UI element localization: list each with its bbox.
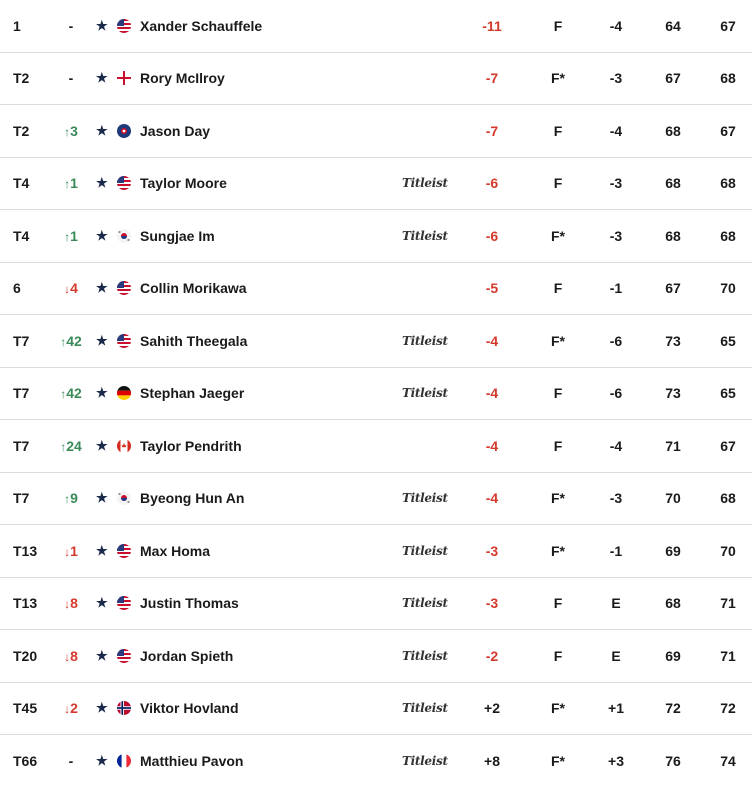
leaderboard-row[interactable] <box>0 53 752 106</box>
round-2-score: 70 <box>720 542 736 559</box>
position: T7 <box>13 490 30 507</box>
arrow-down-icon: ↓ <box>64 597 71 612</box>
leaderboard-row[interactable] <box>0 525 752 578</box>
korea-flag-icon <box>117 491 131 505</box>
position: T7 <box>13 437 30 454</box>
player-name[interactable]: Stephan Jaeger <box>140 385 245 402</box>
movement-value: - <box>68 17 74 34</box>
australia-flag-icon <box>117 124 131 138</box>
player-name[interactable]: Jason Day <box>140 122 211 139</box>
titleist-logo: Titleist <box>402 543 448 558</box>
thru: F* <box>551 70 565 87</box>
player-name[interactable]: Jordan Spieth <box>140 647 234 664</box>
thru: F <box>553 280 563 297</box>
today-score: -1 <box>609 542 623 559</box>
position-movement <box>56 543 86 559</box>
leaderboard-row[interactable] <box>0 473 752 526</box>
position-movement <box>56 123 86 139</box>
position-movement <box>56 228 86 244</box>
favorite-star-icon[interactable]: ★ <box>96 753 108 769</box>
titleist-logo: Titleist <box>402 386 448 401</box>
movement-value: 9 <box>70 490 78 507</box>
total-score: +2 <box>484 700 500 717</box>
position-movement <box>56 333 86 349</box>
movement-value: 2 <box>70 700 78 717</box>
position: T7 <box>13 332 30 349</box>
position: T4 <box>13 175 30 192</box>
korea-flag-icon <box>117 229 131 243</box>
position: T2 <box>13 122 30 139</box>
arrow-down-icon: ↓ <box>64 702 71 717</box>
position-movement <box>56 280 86 296</box>
leaderboard-row[interactable] <box>0 578 752 631</box>
favorite-star-icon[interactable]: ★ <box>96 280 108 296</box>
round-1-score: 72 <box>665 700 681 717</box>
round-1-score: 68 <box>665 227 681 244</box>
today-score: E <box>611 595 621 612</box>
position-movement <box>56 175 86 191</box>
round-1-score: 71 <box>665 437 681 454</box>
round-1-score: 73 <box>665 332 681 349</box>
round-1-score: 64 <box>665 17 681 34</box>
player-name[interactable]: Byeong Hun An <box>140 490 245 507</box>
movement-value: 24 <box>66 437 82 454</box>
player-name[interactable]: Rory McIlroy <box>140 70 225 87</box>
total-score: -7 <box>485 122 499 139</box>
favorite-star-icon[interactable]: ★ <box>96 227 108 243</box>
thru: F <box>553 385 563 402</box>
arrow-up-icon: ↑ <box>60 439 67 454</box>
norway-flag-icon <box>117 701 131 715</box>
round-2-score: 67 <box>720 122 736 139</box>
arrow-down-icon: ↓ <box>64 282 71 297</box>
today-score: -6 <box>609 385 623 402</box>
position: T7 <box>13 385 30 402</box>
position-movement <box>56 18 86 34</box>
usa-flag-icon <box>117 176 131 190</box>
thru: F <box>553 17 563 34</box>
thru: F <box>553 595 563 612</box>
favorite-star-icon[interactable]: ★ <box>96 70 108 86</box>
titleist-logo: Titleist <box>402 333 448 348</box>
thru: F <box>553 647 563 664</box>
leaderboard-row[interactable] <box>0 683 752 736</box>
favorite-star-icon[interactable]: ★ <box>96 175 108 191</box>
usa-flag-icon <box>117 544 131 558</box>
leaderboard-row[interactable] <box>0 158 752 211</box>
northern-ireland-flag-icon <box>117 71 131 85</box>
movement-value: - <box>68 753 74 770</box>
round-2-score: 68 <box>720 70 736 87</box>
france-flag-icon <box>117 754 131 768</box>
germany-flag-icon <box>117 386 131 400</box>
today-score: -6 <box>609 332 623 349</box>
total-score: -6 <box>485 175 499 192</box>
position-movement <box>56 490 86 506</box>
today-score: -3 <box>609 175 623 192</box>
player-name[interactable]: Taylor Moore <box>140 175 227 192</box>
leaderboard-row[interactable] <box>0 105 752 158</box>
total-score: -4 <box>485 332 499 349</box>
leaderboard-row[interactable] <box>0 630 752 683</box>
player-name[interactable]: Sahith Theegala <box>140 332 248 349</box>
position: 6 <box>13 280 21 297</box>
position-movement <box>56 595 86 611</box>
favorite-star-icon[interactable]: ★ <box>96 647 108 663</box>
position: T20 <box>13 647 38 664</box>
player-name[interactable]: Xander Schauffele <box>140 17 263 34</box>
favorite-star-icon[interactable]: ★ <box>96 122 108 138</box>
position: T13 <box>13 542 38 559</box>
round-2-score: 67 <box>720 437 736 454</box>
favorite-star-icon[interactable]: ★ <box>96 332 108 348</box>
leaderboard-row[interactable] <box>0 0 752 53</box>
round-2-score: 67 <box>720 17 736 34</box>
titleist-logo: Titleist <box>402 596 448 611</box>
today-score: -4 <box>609 122 623 139</box>
today-score: -4 <box>609 17 623 34</box>
total-score: -3 <box>485 542 499 559</box>
round-1-score: 76 <box>665 753 681 770</box>
position-movement <box>56 385 86 401</box>
movement-value: 1 <box>70 227 78 244</box>
arrow-up-icon: ↑ <box>60 387 67 402</box>
thru: F <box>553 122 563 139</box>
arrow-down-icon: ↓ <box>64 544 71 559</box>
player-name[interactable]: Collin Morikawa <box>140 280 247 297</box>
today-score: -1 <box>609 280 623 297</box>
round-2-score: 74 <box>720 753 736 770</box>
movement-value: 8 <box>70 647 78 664</box>
round-1-score: 68 <box>665 595 681 612</box>
position: T4 <box>13 227 30 244</box>
leaderboard-row[interactable] <box>0 210 752 263</box>
round-2-score: 65 <box>720 332 736 349</box>
player-name[interactable]: Matthieu Pavon <box>140 753 244 770</box>
thru: F* <box>551 227 565 244</box>
round-2-score: 72 <box>720 700 736 717</box>
today-score: +3 <box>608 753 624 770</box>
leaderboard-row[interactable] <box>0 263 752 316</box>
arrow-up-icon: ↑ <box>64 229 71 244</box>
position-movement <box>56 648 86 664</box>
leaderboard-row[interactable] <box>0 315 752 368</box>
thru: F* <box>551 332 565 349</box>
usa-flag-icon <box>117 596 131 610</box>
position-movement <box>56 700 86 716</box>
leaderboard-row[interactable] <box>0 420 752 473</box>
favorite-star-icon[interactable]: ★ <box>96 595 108 611</box>
usa-flag-icon <box>117 334 131 348</box>
total-score: -2 <box>485 647 499 664</box>
round-1-score: 73 <box>665 385 681 402</box>
titleist-logo: Titleist <box>402 754 448 769</box>
round-2-score: 70 <box>720 280 736 297</box>
position: T45 <box>13 700 38 717</box>
thru: F* <box>551 753 565 770</box>
round-1-score: 70 <box>665 490 681 507</box>
round-2-score: 71 <box>720 595 736 612</box>
arrow-up-icon: ↑ <box>64 177 71 192</box>
titleist-logo: Titleist <box>402 176 448 191</box>
thru: F <box>553 175 563 192</box>
favorite-star-icon[interactable]: ★ <box>96 437 108 453</box>
movement-value: 42 <box>66 332 82 349</box>
arrow-up-icon: ↑ <box>60 334 67 349</box>
total-score: -4 <box>485 385 499 402</box>
today-score: -3 <box>609 490 623 507</box>
usa-flag-icon <box>117 281 131 295</box>
movement-value: 4 <box>70 280 78 297</box>
usa-flag-icon <box>117 19 131 33</box>
today-score: -3 <box>609 227 623 244</box>
round-2-score: 68 <box>720 175 736 192</box>
titleist-logo: Titleist <box>402 228 448 243</box>
round-1-score: 69 <box>665 542 681 559</box>
player-name[interactable]: Viktor Hovland <box>140 700 239 717</box>
today-score: -4 <box>609 437 623 454</box>
total-score: -6 <box>485 227 499 244</box>
titleist-logo: Titleist <box>402 491 448 506</box>
round-2-score: 65 <box>720 385 736 402</box>
thru: F* <box>551 700 565 717</box>
round-1-score: 67 <box>665 70 681 87</box>
position-movement <box>56 753 86 769</box>
total-score: -5 <box>485 280 499 297</box>
movement-value: 3 <box>70 122 78 139</box>
canada-flag-icon <box>117 439 131 453</box>
arrow-up-icon: ↑ <box>64 492 71 507</box>
movement-value: 1 <box>70 542 78 559</box>
position-movement <box>56 438 86 454</box>
position-movement <box>56 70 86 86</box>
favorite-star-icon[interactable]: ★ <box>96 542 108 558</box>
thru: F* <box>551 542 565 559</box>
position: T2 <box>13 70 30 87</box>
favorite-star-icon[interactable]: ★ <box>96 17 108 33</box>
position: T66 <box>13 753 38 770</box>
round-1-score: 68 <box>665 122 681 139</box>
player-name[interactable]: Sungjae Im <box>140 227 215 244</box>
player-name[interactable]: Max Homa <box>140 542 211 559</box>
player-name[interactable]: Justin Thomas <box>140 595 239 612</box>
total-score: -7 <box>485 70 499 87</box>
favorite-star-icon[interactable]: ★ <box>96 385 108 401</box>
total-score: -4 <box>485 490 499 507</box>
thru: F* <box>551 490 565 507</box>
round-1-score: 67 <box>665 280 681 297</box>
favorite-star-icon[interactable]: ★ <box>96 490 108 506</box>
round-1-score: 68 <box>665 175 681 192</box>
position: 1 <box>13 17 21 34</box>
movement-value: 1 <box>70 175 78 192</box>
thru: F <box>553 437 563 454</box>
total-score: -11 <box>482 17 502 34</box>
movement-value: 42 <box>66 385 82 402</box>
favorite-star-icon[interactable]: ★ <box>96 700 108 716</box>
today-score: E <box>611 647 621 664</box>
round-2-score: 68 <box>720 227 736 244</box>
titleist-logo: Titleist <box>402 701 448 716</box>
player-name[interactable]: Taylor Pendrith <box>140 437 242 454</box>
movement-value: 8 <box>70 595 78 612</box>
total-score: +8 <box>484 753 500 770</box>
titleist-logo: Titleist <box>402 648 448 663</box>
leaderboard-row[interactable] <box>0 735 752 788</box>
total-score: -4 <box>485 437 499 454</box>
movement-value: - <box>68 70 74 87</box>
today-score: +1 <box>608 700 624 717</box>
today-score: -3 <box>609 70 623 87</box>
round-1-score: 69 <box>665 647 681 664</box>
position: T13 <box>13 595 38 612</box>
leaderboard-row[interactable] <box>0 368 752 421</box>
arrow-up-icon: ↑ <box>64 124 71 139</box>
total-score: -3 <box>485 595 499 612</box>
round-2-score: 68 <box>720 490 736 507</box>
usa-flag-icon <box>117 649 131 663</box>
round-2-score: 71 <box>720 647 736 664</box>
arrow-down-icon: ↓ <box>64 649 71 664</box>
